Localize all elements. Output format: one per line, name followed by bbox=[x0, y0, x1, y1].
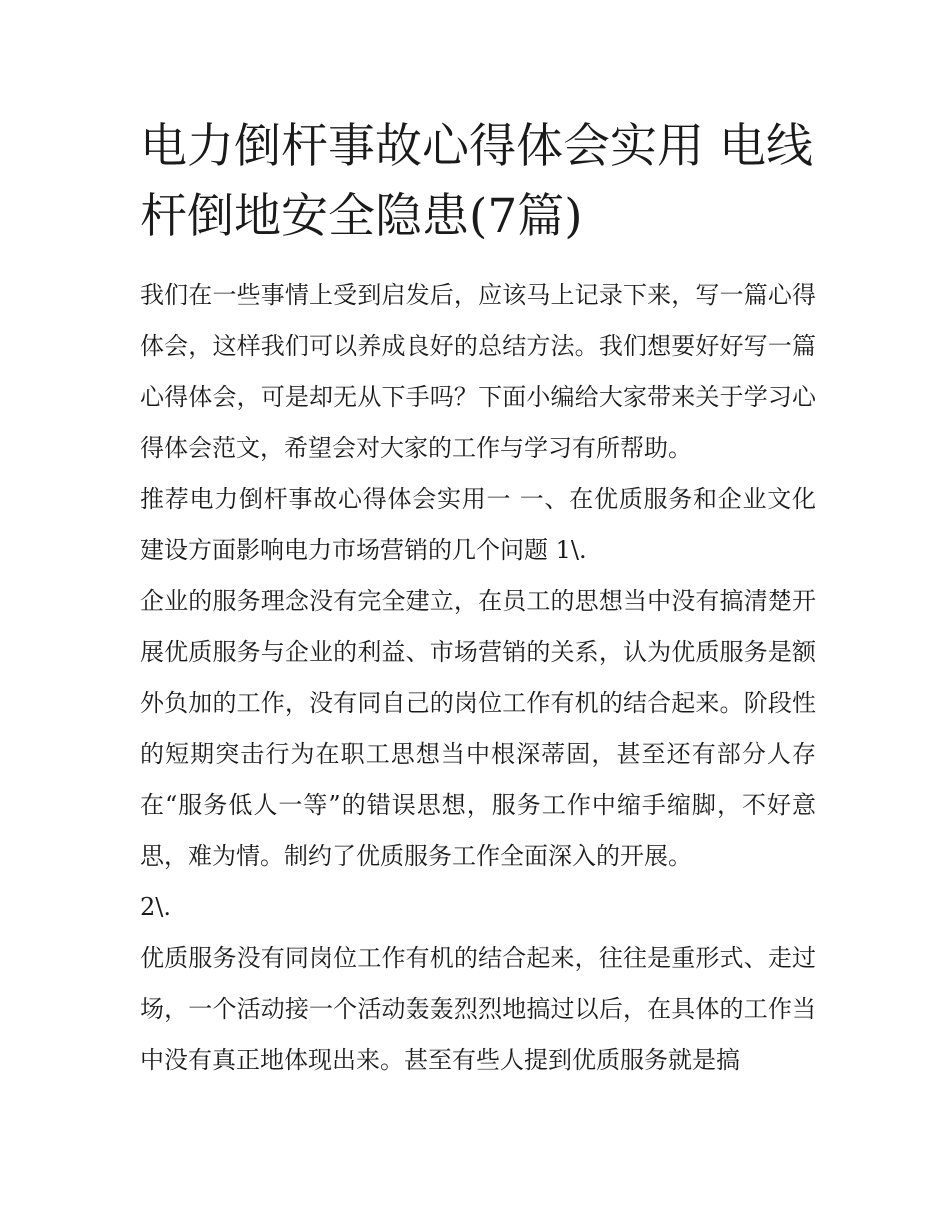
document-title: 电力倒杆事故心得体会实用 电线杆倒地安全隐患(7篇) bbox=[140, 119, 813, 244]
paragraph-service-integration: 优质服务没有同岗位工作有机的结合起来，往往是重形式、走过场，一个活动接一个活动轰轰烈烈地搞过以后，在具体的工作当中没有真正地体现出来。甚至有些人提到优质服务就是搞 bbox=[140, 944, 816, 1074]
paragraph-section-heading: 推荐电力倒杆事故心得体会实用一 一、在优质服务和企业文化建设方面影响电力市场营销的几个问题 1\. bbox=[140, 485, 816, 564]
paragraph-service-concept: 企业的服务理念没有完全建立，在员工的思想当中没有搞清楚开展优质服务与企业的利益、市场营销的关系，认为优质服务是额外负加的工作，没有同自己的岗位工作有机的结合起来。阶段性的短期突击行为在职工思想当中根深蒂固，甚至还有部分人存在“服务低人一等”的错误思想，服务工作中缩手缩脚，不好意思，难为情。制约了优质服务工作全面深入的开展。 bbox=[140, 587, 816, 870]
document-page bbox=[140, 112, 816, 1086]
paragraph-number-2: 2\. bbox=[140, 893, 171, 921]
paragraph-intro: 我们在一些事情上受到启发后，应该马上记录下来，写一篇心得体会，这样我们可以养成良好的总结方法。我们想要好好写一篇心得体会，可是却无从下手吗？下面小编给大家带来关于学习心得体会范文，希望会对大家的工作与学习有所帮助。 bbox=[140, 281, 816, 462]
